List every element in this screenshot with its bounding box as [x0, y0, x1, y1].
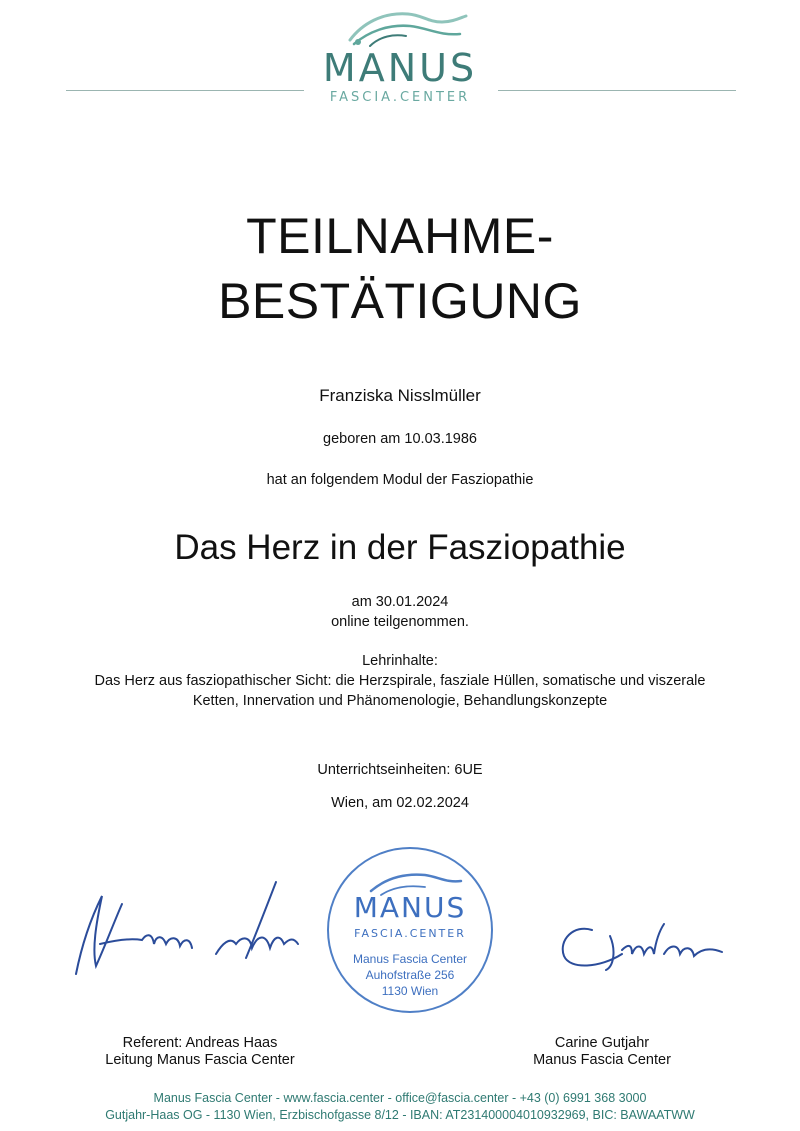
participant-name: Franziska Nisslmüller [319, 386, 481, 405]
company-stamp [327, 847, 493, 1013]
contents-line1: Das Herz aus fasziopathischer Sicht: die Herzspirale, fasziale Hüllen, somatische und viszerale [94, 673, 706, 689]
signature-left-role: Leitung Manus Fascia Center [105, 1052, 295, 1068]
header-rule-left [66, 90, 304, 91]
logo-subtitle: FASCIA.CENTER [329, 90, 471, 105]
header-rule-right [498, 90, 736, 91]
contents-line2: Ketten, Innervation und Phänomenologie, Behandlungskonzepte [192, 693, 608, 709]
signature-left-name: Referent: Andreas Haas [122, 1035, 278, 1051]
certificate-title-line1: TEILNAHME- [246, 208, 554, 264]
signature-right [552, 910, 732, 980]
stamp-line3: 1130 Wien [381, 984, 439, 998]
signature-right-role: Manus Fascia Center [533, 1052, 671, 1068]
signature-right-name: Carine Gutjahr [554, 1035, 650, 1051]
place-date-line: Wien, am 02.02.2024 [331, 795, 469, 811]
units-line: Unterrichtseinheiten: 6UE [317, 762, 483, 778]
stamp-wordmark: MANUS [353, 891, 467, 924]
stamp-line2: Auhofstraße 256 [365, 968, 455, 982]
intro-line: hat an folgendem Modul der Fasziopathie [266, 472, 534, 488]
stamp-subtitle: FASCIA.CENTER [354, 927, 466, 940]
stamp-line1: Manus Fascia Center [352, 952, 468, 966]
participation-line: online teilgenommen. [331, 614, 469, 630]
certificate-title-line2: BESTÄTIGUNG [218, 273, 582, 329]
date-line: am 30.01.2024 [351, 594, 449, 610]
logo-wordmark: MANUS [322, 46, 478, 90]
signature-left [66, 874, 306, 984]
module-title: Das Herz in der Fasziopathie [174, 528, 626, 567]
birth-line: geboren am 10.03.1986 [323, 431, 477, 447]
manus-logo [310, 6, 490, 110]
footer-line1: Manus Fascia Center - www.fascia.center - office@fascia.center - +43 (0) 6991 368 3000 [153, 1091, 647, 1105]
footer-line2: Gutjahr-Haas OG - 1130 Wien, Erzbischofgasse 8/12 - IBAN: AT231400004010932969, BIC: BAWAATWW [105, 1108, 695, 1122]
contents-label: Lehrinhalte: [362, 653, 438, 669]
